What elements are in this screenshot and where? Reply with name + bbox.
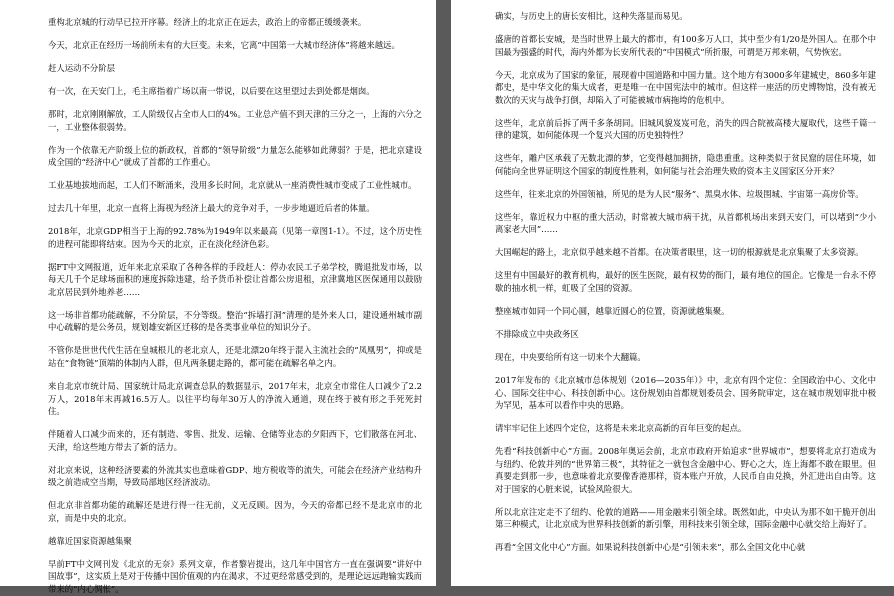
- right-paragraph: 先看“科技创新中心”方面。2008年奥运会前，北京市政府开始追求“世界城市”，想要将北京打造成为与纽约、伦敦并列的“世界第三极”，其特征之一就包含金融中心、野心之大，连上海都不敢在眼里。但真要走到那一步，也意味着北京要像香港那样，资本账户开放，人民币自由兑换，外汇进出自由等。这对于国家的心脏来说，试验风险很大。: [495, 446, 876, 494]
- left-section-heading: 越靠近国家资源越集聚: [48, 535, 132, 546]
- left-paragraph: 2018年，北京GDP相当于上海的92.78%为1949年以来最高（见第一章图1-1）。不过，这个历史性的进程可能即将结束。因为今天的北京，正在淡化经济色彩。: [48, 226, 422, 249]
- right-paragraph: 今天，北京成为了国家的象征，展现着中国道路和中国力量。这个地方有3000多年建城史，860多年建都史，是中华文化的集大成者，更是唯一在中国宪法中的城市。但这样一座活的历史博物馆，没有被无数次的天灾与战争打倒，却陷入了可能被城市病拖垮的危机中。: [495, 69, 876, 105]
- right-paragraph: 请牢牢记住上述四个定位，这将是未来北京高新的百年巨变的起点。: [495, 423, 747, 434]
- right-paragraph: 这些年，往来北京的外国领袖，所见的是为人民“服务”、黑臭水体、垃圾围城、宇宙第一高房价等。: [495, 188, 864, 199]
- right-paragraph: 这些年，靠近权力中枢的重大活动，时常被大城市病干扰，从首都机场出来到天安门，可以堵到“少小离家老大回”……: [495, 211, 876, 235]
- right-paragraph: 所以北京注定走不了纽约、伦敦的道路——用金融来引领全球。既然如此，中央认为那不如干脆开创出第三种模式，让北京成为世界科技创新的新引擎，用科技来引领全球，国际金融中心就交给上海好了。: [495, 506, 876, 530]
- right-paragraph: 盛唐的首都长安城，是当时世界上最大的都市，有100多万人口，其中至少有1/20是外国人。在那个中国最为强盛的时代，海内外都为长安所代表的“中国模式”所折服，可谓是万邦来朝，气势恢宏。: [495, 33, 876, 57]
- right-paragraph: 现在，中央要给所有这一切来个大翻篇。: [495, 351, 646, 362]
- right-page: [451, 0, 894, 586]
- left-paragraph: 过去几十年里，北京一直将上海视为经济上最大的竞争对手，一步步地逼近后者的体量。: [48, 203, 375, 214]
- left-paragraph: 那时，北京刚刚解放，工人阶级仅占全市人口的4%。工业总产值不到天津的三分之一，上海的六分之一，工业整体很弱势。: [48, 108, 422, 132]
- right-paragraph: 这些年，雕户区承载了无数北漂的梦，它变得越加拥挤，隐患重重。这种类似于贫民窟的居住环境，如何能向全世界证明这个国家的制度性胜利，如何能与社会治理失败的资本主义国家区分开来？: [495, 153, 876, 176]
- left-paragraph: 对北京来说，这种经济要素的外流其实也意味着GDP、地方税收等的流失，可能会在经济产业结构升级之前造成空当期，导致局部地区经济波动。: [48, 464, 422, 488]
- left-paragraph: 据FT中文网报道，近年来北京采取了各种各样的手段赶人：停办农民工子弟学校，腾退批发市场，以每天几千个足球场面积的速度拆除违建，给予货币补偿让首都公房退租，京津冀地区医保通用以鼓励北京居民到外地养老……: [48, 261, 422, 297]
- left-paragraph: 作为一个依靠无产阶级上位的新政权，首都的“领导阶级”力量怎么能够如此薄弱？于是，把北京建设成全国的“经济中心”就成了首都的工作重心。: [48, 144, 422, 168]
- right-paragraph: 整座城市如同一个同心圆，越靠近圆心的位置，资源就越集聚。: [495, 306, 730, 317]
- right-paragraph: 确实，与历史上的唐长安相比，这种失落显而易见。: [495, 11, 688, 21]
- right-paragraph: 这些年，北京前后拆了两千多条胡同。旧城风貌岌岌可危，消失的四合院被高楼大厦取代，这些千篇一律的建筑，如何能体现一个复兴大国的历史独特性？: [495, 117, 876, 141]
- right-paragraph: 2017年发布的《北京城市总体规划（2016—2035年）》中，北京有四个定位：全国政治中心、文化中心、国际交往中心、科技创新中心。这份规划由首都规划委员会、国务院审定，这在城市规划审批中极为罕见，基本可以看作中央的思路。: [495, 374, 876, 411]
- left-paragraph: 但北京非首都功能的疏解还是进行得一往无前，义无反顾。因为，今天的帝都已经不是北京市的北京，而是中央的北京。: [48, 500, 422, 523]
- right-paragraph: 大国崛起的路上，北京似乎越来越不首都。在决策者眼里，这一切的根源就是北京集聚了太多资源。: [495, 247, 864, 258]
- right-paragraph: 这里有中国最好的教育机构，最好的医生医院，最有权势的衙门，最有地位的国企。它像是一台永不停歇的抽水机一样，虹吸了全国的资源。: [495, 270, 876, 294]
- left-paragraph: 伴随着人口减少而来的，还有制造、零售、批发、运输、仓储等业态的夕阳西下，它们散落在河北、天津，给这些地方带去了新的活力。: [48, 429, 422, 452]
- left-paragraph: 今天，北京正在经历一场前所未有的大巨变。未来，它离“中国第一大城市经济体”将越来越远。: [48, 39, 400, 50]
- left-paragraph: 不管你是世世代代生活在皇城根儿的老北京人，还是北漂20年终于混入主流社会的“凤凰男”，抑或是站在“食物链”顶端的体制内人群，但凡两条腿走路的，都可能在疏解名单之内。: [48, 345, 422, 368]
- left-paragraph: 早前FT中文网刊发《北京的无奈》系列文章，作者黎岩提出，这几年中国官方一直在强调要“讲好中国故事”，这实质上是对于传播中国价值观的内在渴求，不过更经常感受到的，是理论远远跑输实践而带来的“内心惆怅”。: [48, 558, 422, 595]
- left-paragraph: 这一场非首都功能疏解，不分阶层，不分等级。整治“拆墙打洞”清理的是外来人口，建设通州城市副中心疏解的是公务员，规划雄安新区迁移的是各类事业单位的知识分子。: [48, 309, 422, 333]
- right-section-heading: 不排除成立中央政务区: [495, 329, 579, 339]
- left-paragraph: 来自北京市统计局、国家统计局北京调查总队的数据显示，2017年末，北京全市常住人口减少了2.2万人，2018年末再减16.5万人。以往平均每年30万人的净流入通道，现在终于被有形之手死死封住。: [48, 380, 422, 417]
- right-paragraph: 再看“全国文化中心”方面。如果说科技创新中心是“引领未来”，那么全国文化中心就: [495, 542, 806, 553]
- left-paragraph: 有一次，在天安门上，毛主席指着广场以南一带说，以后要在这里望过去到处都是烟囱。: [48, 85, 375, 96]
- left-paragraph: 重构北京城的行动早已拉开序幕。经济上的北京正在远去，政治上的帝都正缓缓袭来。: [48, 17, 367, 27]
- page-gutter: [436, 0, 451, 586]
- left-section-heading: 赶人运动不分阶层: [48, 62, 115, 73]
- left-paragraph: 工业基地拔地而起，工人们不断涌来，没用多长时间，北京就从一座消费性城市变成了工业性城市。: [48, 180, 417, 191]
- left-page: [0, 0, 436, 595]
